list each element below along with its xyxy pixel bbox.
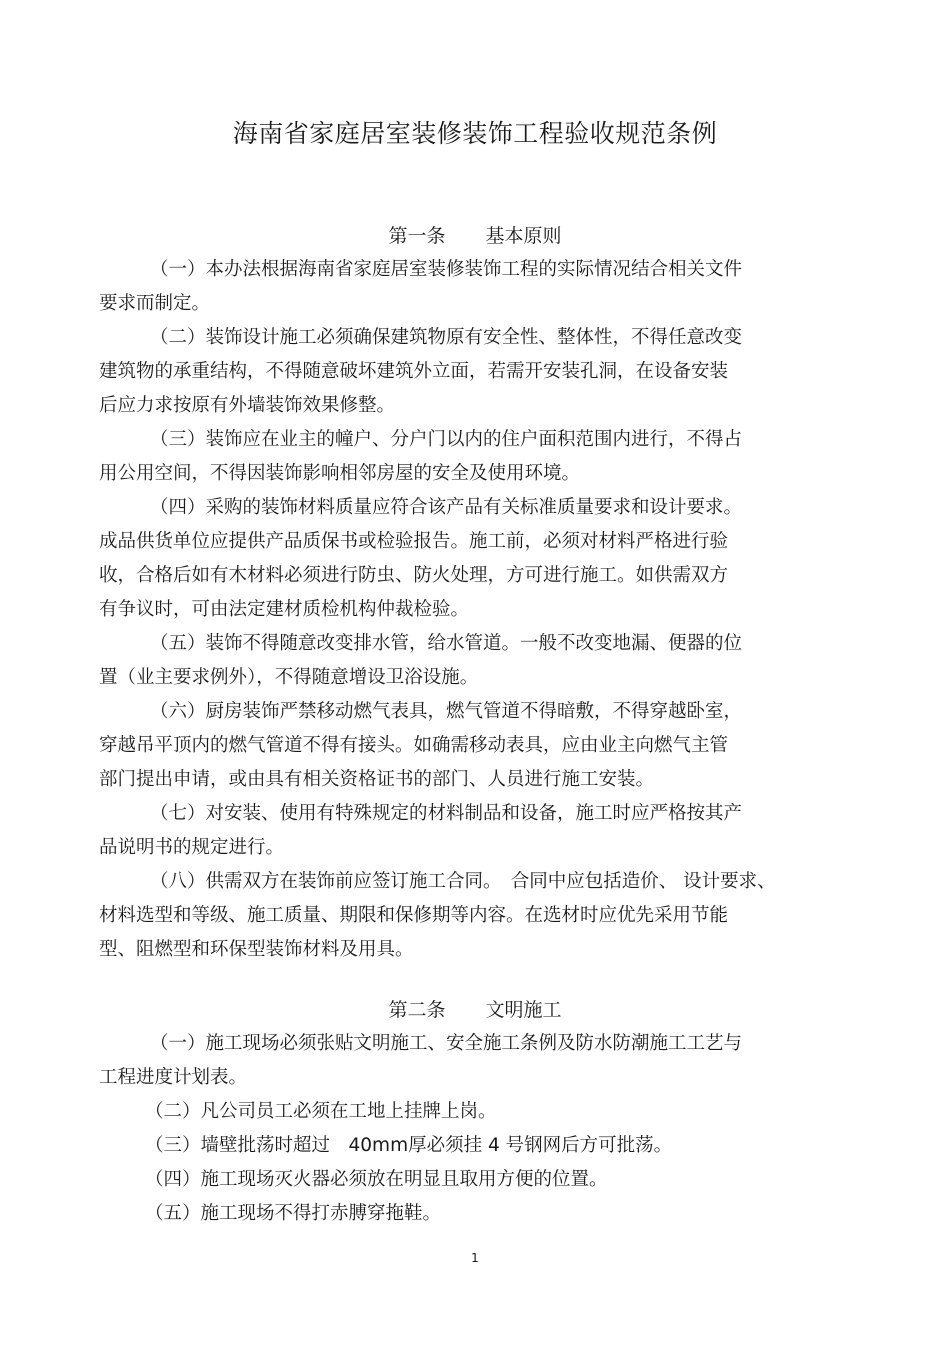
section-2-line: （三）墙壁批荡时超过 40mm厚必须挂 4 号钢网后方可批荡。 — [145, 1135, 673, 1156]
section-2-line: （二）凡公司员工必须在工地上挂牌上岗。 — [145, 1101, 497, 1122]
section-1-line: （三）装饰应在业主的幢户、分户门以内的住户面积范围内进行，不得占 — [150, 429, 743, 450]
section-1-number: 第一条 — [388, 225, 446, 247]
section-2-number: 第二条 — [388, 999, 446, 1021]
section-1-line: 收，合格后如有木材料必须进行防虫、防火处理，方可进行施工。如供需双方 — [99, 565, 729, 586]
section-1-line: 后应力求按原有外墙装饰效果修整。 — [99, 395, 396, 416]
section-1-line: 有争议时，可由法定建材质检机构仲裁检验。 — [99, 599, 470, 620]
section-1-line: （四）采购的装饰材料质量应符合该产品有关标准质量要求和设计要求。 — [150, 497, 743, 518]
section-1-line: 成品供货单位应提供产品质保书或检验报告。施工前，必须对材料严格进行验 — [99, 531, 729, 552]
section-2-heading: 文明施工 — [485, 999, 562, 1021]
section-1-line: 要求而制定。 — [99, 293, 211, 314]
section-2-title — [0, 993, 950, 1027]
section-1-title — [0, 219, 950, 253]
section-1-line: （七）对安装、使用有特殊规定的材料制品和设备，施工时应严格按其产 — [150, 803, 743, 824]
section-1-line: 穿越吊平顶内的燃气管道不得有接头。如确需移动表具，应由业主向燃气主管 — [99, 735, 729, 756]
section-1-line: 置（业主要求例外），不得随意增设卫浴设施。 — [99, 667, 479, 688]
section-1-line: 部门提出申请，或由具有相关资格证书的部门、人员进行施工安装。 — [99, 769, 655, 790]
section-1-line: 品说明书的规定进行。 — [99, 837, 285, 858]
section-1-line: 材料选型和等级、施工质量、期限和保修期等内容。在选材时应优先采用节能 — [99, 905, 729, 926]
section-1-line: （二）装饰设计施工必须确保建筑物原有安全性、整体性，不得任意改变 — [150, 327, 743, 348]
section-2-line: 工程进度计划表。 — [99, 1067, 248, 1088]
section-1-line: （五）装饰不得随意改变排水管，给水管道。一般不改变地漏、便器的位 — [150, 633, 743, 654]
section-1-heading: 基本原则 — [485, 225, 562, 247]
section-2-line: （五）施工现场不得打赤膊穿拖鞋。 — [145, 1203, 442, 1224]
section-1-line: （八）供需双方在装饰前应签订施工合同。 合同中应包括造价、 设计要求、 — [150, 871, 776, 892]
section-1-line: 用公用空间，不得因装饰影响相邻房屋的安全及使用环境。 — [99, 463, 581, 484]
section-1-line: （六）厨房装饰严禁移动燃气表具，燃气管道不得暗敷，不得穿越卧室， — [150, 701, 743, 722]
page-number: 1 — [471, 1251, 479, 1265]
section-1-line: 型、阻燃型和环保型装饰材料及用具。 — [99, 939, 414, 960]
section-1-line: （一）本办法根据海南省家庭居室装修装饰工程的实际情况结合相关文件 — [150, 259, 743, 280]
section-2-line: （四）施工现场灭火器必须放在明显且取用方便的位置。 — [145, 1169, 608, 1190]
section-1-line: 建筑物的承重结构，不得随意破坏建筑外立面，若需开安装孔洞，在设备安装 — [99, 361, 729, 382]
section-2-line: （一）施工现场必须张贴文明施工、安全施工条例及防水防潮施工工艺与 — [150, 1033, 743, 1054]
document-title: 海南省家庭居室装修装饰工程验收规范条例 — [232, 119, 718, 148]
